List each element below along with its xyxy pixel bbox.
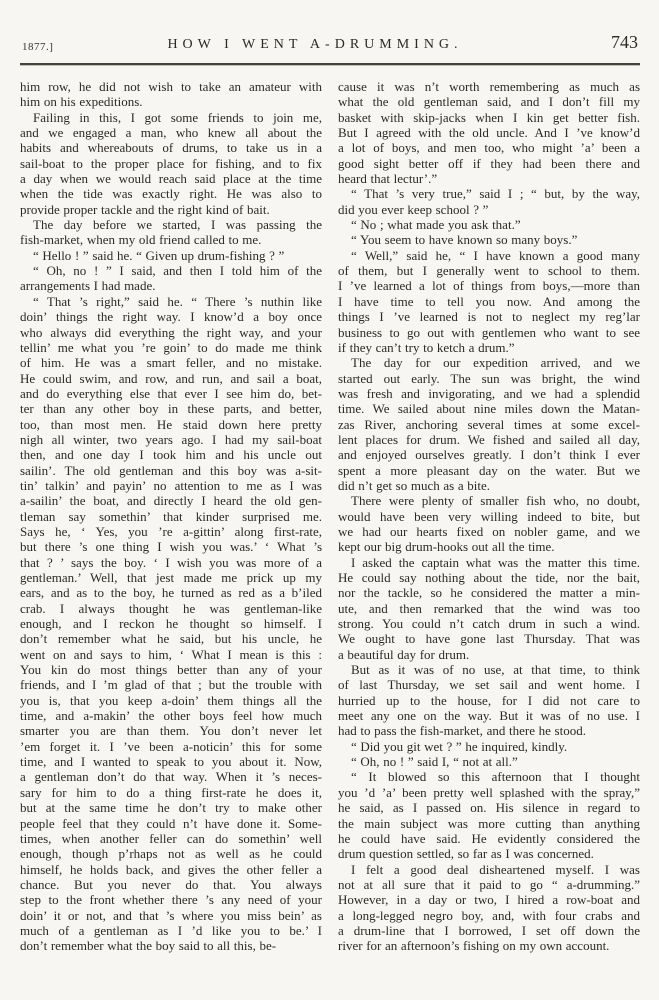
text-line: of last Thursday, we set sail and went home. I bbox=[338, 677, 640, 693]
text-line: enough, and I reckon he thought so himself. I bbox=[20, 616, 322, 632]
text-line: things I ’ve learned is not to neglect my reg’lar bbox=[338, 309, 640, 325]
paragraph bbox=[338, 79, 640, 186]
text-line: he could have said. He evidently considered the bbox=[338, 830, 640, 846]
paragraph bbox=[338, 493, 640, 554]
text-line: a-sailin’ the boat, and directly I heard the old gen- bbox=[20, 493, 322, 509]
text-line: There were plenty of smaller fish who, no doubt, bbox=[351, 493, 640, 509]
text-line: himself, he holds back, and gives the other feller a bbox=[20, 861, 322, 877]
paragraph bbox=[338, 217, 640, 232]
text-line: “ That ’s right,” said he. “ There ’s nuthin like bbox=[33, 293, 322, 309]
text-line: zas River, anchoring several times at some excel- bbox=[338, 416, 640, 432]
text-line: drum question settled, so far as I was concerned. bbox=[338, 846, 594, 862]
text-line: people feel that they could n’t have done it. Some- bbox=[20, 815, 322, 831]
page-title: HOW I WENT A-DRUMMING. bbox=[167, 37, 463, 52]
paragraph bbox=[338, 662, 640, 739]
paragraph bbox=[338, 232, 640, 247]
paragraph bbox=[338, 769, 640, 861]
text-line: “ It blowed so this afternoon that I thought bbox=[351, 769, 640, 785]
text-line: “ Oh, no ! ” I said, and then I told him of the bbox=[33, 263, 322, 279]
paragraph bbox=[338, 739, 640, 754]
text-line: tin’ talkin’ and payin’ no attention to me as I was bbox=[20, 477, 322, 493]
paragraph bbox=[20, 110, 322, 217]
paragraph bbox=[338, 754, 640, 769]
text-line: much of a gentleman as I ’d like you to be.’ I bbox=[20, 922, 322, 938]
header-rule bbox=[20, 63, 640, 65]
text-line: but at the same time he don’t try to make other bbox=[20, 800, 322, 816]
text-line: a lot of boys, and men too, who might ’a’ been a bbox=[338, 140, 640, 156]
paragraph bbox=[338, 355, 640, 493]
text-line: times, when another feller can do somethin’ well bbox=[20, 830, 322, 846]
text-line: tellin’ me what you ’re goin’ to do made me think bbox=[20, 339, 322, 355]
text-line: time, and a-makin’ the other boys feel how much bbox=[20, 708, 322, 724]
paragraph bbox=[338, 555, 640, 662]
text-line: a beautiful day for drum. bbox=[338, 646, 470, 662]
paragraph bbox=[20, 79, 322, 110]
text-line: meet any one on the way. But it was of no use. I bbox=[338, 708, 640, 724]
text-line: heard that lectur’.” bbox=[338, 171, 438, 187]
text-line: nigh all winter, two years ago. I had my sail-boat bbox=[20, 431, 322, 447]
text-line: nor the tackle, so he considered the matter a min- bbox=[338, 585, 640, 601]
text-line: and we engaged a man, who knew all about the bbox=[20, 125, 322, 141]
text-line: “ Oh, no ! ” said I, “ not at all.” bbox=[351, 754, 518, 770]
text-line: and do everything else that ever I see him do, bet- bbox=[20, 385, 322, 401]
text-line: Says he, ‘ Yes, you ’re a-gittin’ along first-rate, bbox=[20, 523, 322, 539]
text-line: did you ever keep school ? ” bbox=[338, 201, 489, 217]
text-line: did n’t get so much as a bite. bbox=[338, 477, 491, 493]
text-line: Failing in this, I got some friends to join me, bbox=[33, 109, 322, 125]
text-line: then, and one day I took him and his uncle out bbox=[20, 447, 322, 463]
column-left bbox=[20, 79, 322, 954]
text-line: enough, though p’rhaps not as well as he could bbox=[20, 846, 322, 862]
text-line: time, and I wanted to speak to you about it. Now, bbox=[20, 754, 322, 770]
text-line: I asked the captain what was the matter this time. bbox=[351, 554, 640, 570]
text-line: business to go out with gentlemen who want to see bbox=[338, 324, 640, 340]
text-line: don’t remember what he said, but his uncle, he bbox=[20, 631, 322, 647]
text-line: a gentleman don’t do that way. When it ’s neces- bbox=[20, 769, 322, 785]
text-line: went on and says to him, ‘ What I mean is this : bbox=[20, 646, 322, 662]
text-line: sail-boat to the proper place for fishing, and to fix bbox=[20, 155, 322, 171]
text-line: sailin’. The old gentleman and this boy was a-sit- bbox=[20, 462, 322, 478]
text-line: if they can’t try to ketch a drum.” bbox=[338, 339, 515, 355]
text-line: fish-market, when my old friend called to me. bbox=[20, 232, 262, 248]
text-line: good sight better off if they had been there and bbox=[338, 155, 640, 171]
text-line: but there ’s one thing I wish you was.’ ‘ What ’s bbox=[20, 539, 322, 555]
text-line: him row, he did not wish to take an amateur with bbox=[20, 79, 322, 94]
text-line: lent places for drum. We fished and sailed all day, bbox=[338, 431, 640, 447]
text-line: smarter you are than them. You don’t never let bbox=[20, 723, 322, 739]
text-line: we had our hearts fixed on nobler game, and we bbox=[338, 523, 640, 539]
text-line: of them, but I generally went to school to them. bbox=[338, 263, 640, 279]
text-line: But I agreed with the old uncle. And I ’ve know’d bbox=[338, 125, 640, 141]
paragraph bbox=[20, 248, 322, 263]
text-line: “ No ; what made you ask that.” bbox=[351, 217, 521, 233]
paragraph bbox=[20, 217, 322, 248]
paragraph bbox=[338, 186, 640, 217]
text-line: ute, and then remarked that the wind was too bbox=[338, 600, 640, 616]
text-line: not at all sure that it paid to go “ a-drumming.” bbox=[338, 876, 640, 892]
text-line: “ Hello ! ” said he. “ Given up drum-fishing ? ” bbox=[33, 247, 285, 263]
text-line: “ Did you git wet ? ” he inquired, kindly. bbox=[351, 738, 568, 754]
text-line: ears, and as to the boy, he turned as red as a b’iled bbox=[20, 585, 322, 601]
text-line: doin’ it or not, and that ’s where you miss bein’ as bbox=[20, 907, 322, 923]
text-line: gentleman.’ Well, that jest made me prick up my bbox=[20, 570, 322, 585]
text-line: I felt a good deal disheartened myself. I was bbox=[351, 861, 640, 877]
text-columns bbox=[20, 79, 640, 954]
page-number: 743 bbox=[611, 32, 638, 52]
text-line: would have been very willing indeed to bite, but bbox=[338, 508, 640, 524]
text-line: hurried up to the house, for I did not care to bbox=[338, 692, 640, 708]
text-line: crab. I always thought he was gentleman-like bbox=[20, 600, 322, 616]
paragraph bbox=[338, 862, 640, 954]
text-line: I have time to tell you now. And among the bbox=[338, 293, 640, 309]
text-line: what the old gentleman said, and I don’t fill my bbox=[338, 94, 640, 110]
text-line: He could say nothing about the tide, nor the bait, bbox=[338, 570, 640, 585]
text-line: kept our big drum-hooks out all the time. bbox=[338, 539, 555, 555]
text-line: The day for our expedition arrived, and we bbox=[351, 355, 640, 371]
text-line: time. We sailed about nine miles down the Matan- bbox=[338, 401, 640, 417]
text-line: “ That ’s very true,” said I ; “ but, by the way, bbox=[351, 186, 640, 202]
text-line: basket with skip-jacks when I kin get better fish. bbox=[338, 109, 640, 125]
text-line: strong. You could n’t catch drum in such a wind. bbox=[338, 616, 640, 632]
text-line: cause it was n’t worth remembering as much as bbox=[338, 79, 640, 94]
text-line: who always did everything the right way, and your bbox=[20, 324, 322, 340]
text-line: ’em forget it. I ’ve been a-noticin’ this for some bbox=[20, 738, 322, 754]
text-line: him on his expeditions. bbox=[20, 94, 143, 110]
text-line: don’t remember what the boy said to all this, be- bbox=[20, 938, 277, 954]
text-line: However, in a day or two, I hired a row-boat and bbox=[338, 892, 640, 908]
header-year: 1877.] bbox=[22, 41, 54, 53]
text-line: provide proper tackle and the right kind of bait. bbox=[20, 201, 270, 217]
text-line: doin’ things the right way. I know’d a boy once bbox=[20, 309, 322, 325]
text-line: you ’d ’a’ been pretty well splashed with the spray,” bbox=[338, 784, 640, 800]
text-line: had to pass the fish-market, and there he stood. bbox=[338, 723, 586, 739]
text-line: habits and whereabouts of drums, to take us in a bbox=[20, 140, 322, 156]
text-line: But as it was of no use, at that time, to think bbox=[351, 662, 640, 678]
text-line: The day before we started, I was passing the bbox=[33, 217, 322, 233]
paragraph bbox=[20, 263, 322, 294]
text-line: started out early. The sun was bright, the wind bbox=[338, 370, 640, 386]
text-line: and enjoyed ourselves greatly. I don’t think I ever bbox=[338, 447, 640, 463]
text-line: I ’ve learned a lot of things from boys,—more than bbox=[338, 278, 640, 294]
text-line: ter than any other boy in these parts, and better, bbox=[20, 401, 322, 417]
text-line: the main subject was more cutting than anything bbox=[338, 815, 640, 831]
text-line: when the tide was exactly right. He was also to bbox=[20, 186, 322, 202]
text-line: sary for him to do a thing first-rate he does it, bbox=[20, 784, 322, 800]
text-line: you is, that you keep a-doin’ them things all the bbox=[20, 692, 322, 708]
text-line: tleman say somethin’ that kinder surprised me. bbox=[20, 508, 322, 524]
text-line: that ? ’ says the boy. ‘ I wish you was more of a bbox=[20, 554, 322, 570]
text-line: He could swim, and row, and run, and sail a boat, bbox=[20, 370, 322, 386]
text-line: a long-legged negro boy, and, with four crabs and bbox=[338, 907, 640, 923]
text-line: was fresh and invigorating, and we had a splendid bbox=[338, 385, 640, 401]
text-line: friends, and I ’m glad of that ; but the trouble with bbox=[20, 677, 322, 693]
column-right bbox=[338, 79, 640, 954]
paragraph bbox=[20, 294, 322, 954]
text-line: spent a more pleasant day on the water. But we bbox=[338, 462, 640, 478]
text-line: We ought to have gone last Thursday. That was bbox=[338, 631, 640, 647]
text-line: a day when we would reach said place at the time bbox=[20, 171, 322, 187]
text-line: chance. But you never do that. You always bbox=[20, 876, 322, 892]
text-line: he said, as I passed on. His silence in regard to bbox=[338, 800, 640, 816]
paragraph bbox=[338, 248, 640, 355]
text-line: too, than most men. He staid down here pretty bbox=[20, 416, 322, 432]
text-line: arrangements I had made. bbox=[20, 278, 156, 294]
text-line: a drum-line that I borrowed, I set off down the bbox=[338, 922, 640, 938]
text-line: step to the front whether there ’s any need of your bbox=[20, 892, 322, 908]
text-line: of him. He was a smart feller, and no mistake. bbox=[20, 355, 322, 371]
text-line: river for an afternoon’s fishing on my own account. bbox=[338, 938, 610, 954]
text-line: “ You seem to have known so many boys.” bbox=[351, 232, 578, 248]
text-line: You kin do most things better than any of your bbox=[20, 662, 322, 678]
text-line: “ Well,” said he, “ I have known a good many bbox=[351, 247, 640, 263]
